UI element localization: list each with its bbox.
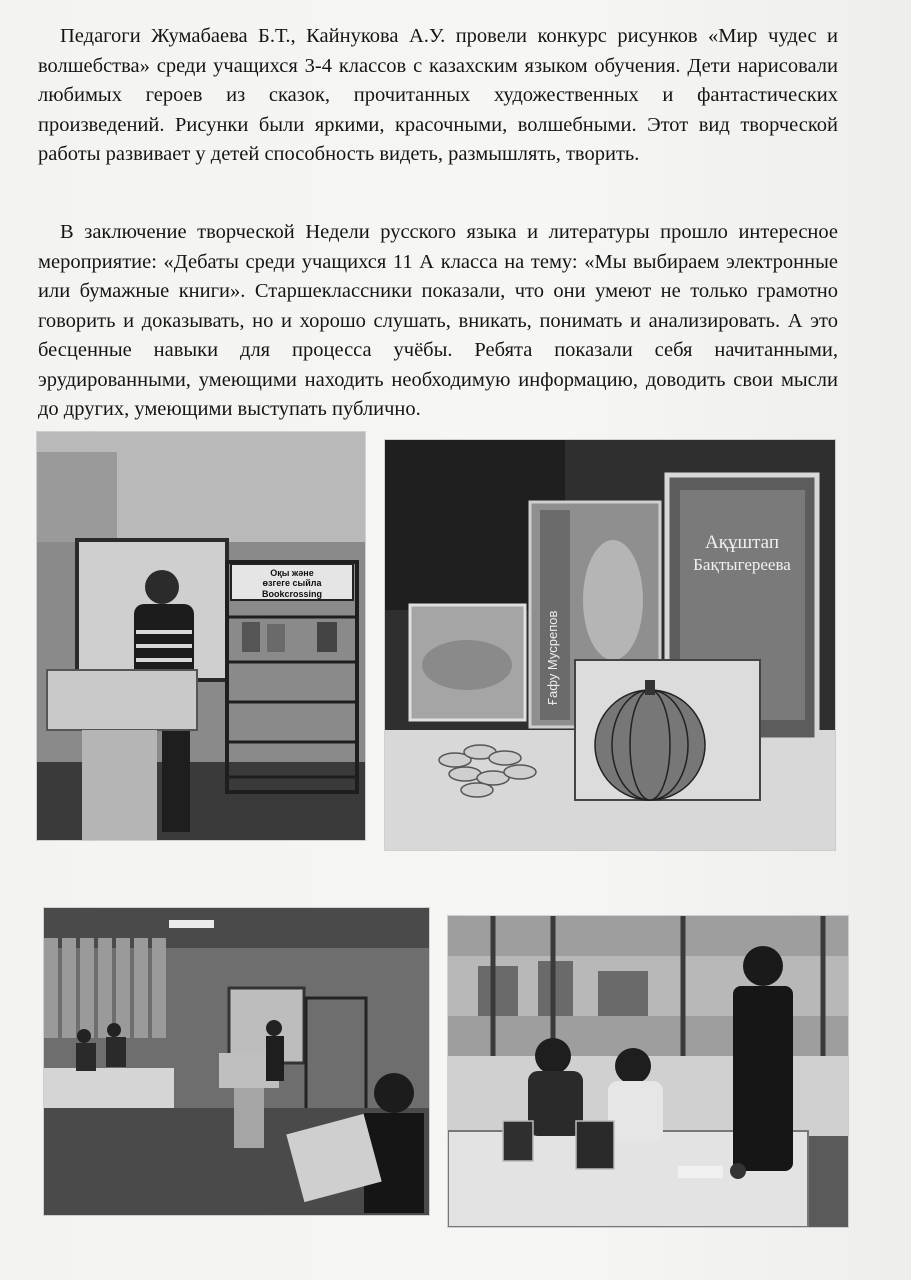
paragraph-drawing-contest: Педагоги Жумабаева Б.Т., Кайнукова А.У. провели конкурс рисунков «Мир чудес и волшебства» среди учащихся 3-4 классов с казахским языком обучения. Дети нарисовали любимых героев из сказок, прочитанных художественных и фантастических произведений. Рисунки были яркими, красочными, волшебными. Этот вид творческой работы развивает у детей способность видеть, размышлять, творить. — [38, 25, 838, 165]
book-title-line1: Ақұштап — [705, 532, 779, 553]
photo-student-at-lectern — [37, 432, 365, 840]
bookcrossing-sign-line2: өзгеге сыйла — [262, 578, 322, 588]
book-title-line2: Бақтыгереева — [693, 555, 791, 574]
photo-students-at-table — [448, 916, 848, 1227]
photo-classroom-debate — [44, 908, 429, 1215]
bookcrossing-sign-line1: Оқы жәнe — [270, 568, 314, 578]
book-spine-text: Ғафу Мусрепов — [545, 610, 560, 705]
bookcrossing-sign-line3: Bookcrossing — [261, 589, 323, 599]
paragraph-debate-event: В заключение творческой Недели русского языка и литературы прошло интересное мероприятие: «Дебаты среди учащихся 11 А класса на тему: «Мы выбираем электронные или бумажные книги». Старшеклассники показали, что они умеют не только грамотно говорить и доказывать, но и хорошо слушать, вникать, понимать и анализировать. А это бесценные навыки для процесса учёбы. Ребята показали себя начитанными, эрудированными, умеющими находить необходимую информацию, доводить свои мысли до других, умеющими выступать публично. — [38, 221, 838, 420]
photo-book-exhibition — [385, 440, 835, 850]
